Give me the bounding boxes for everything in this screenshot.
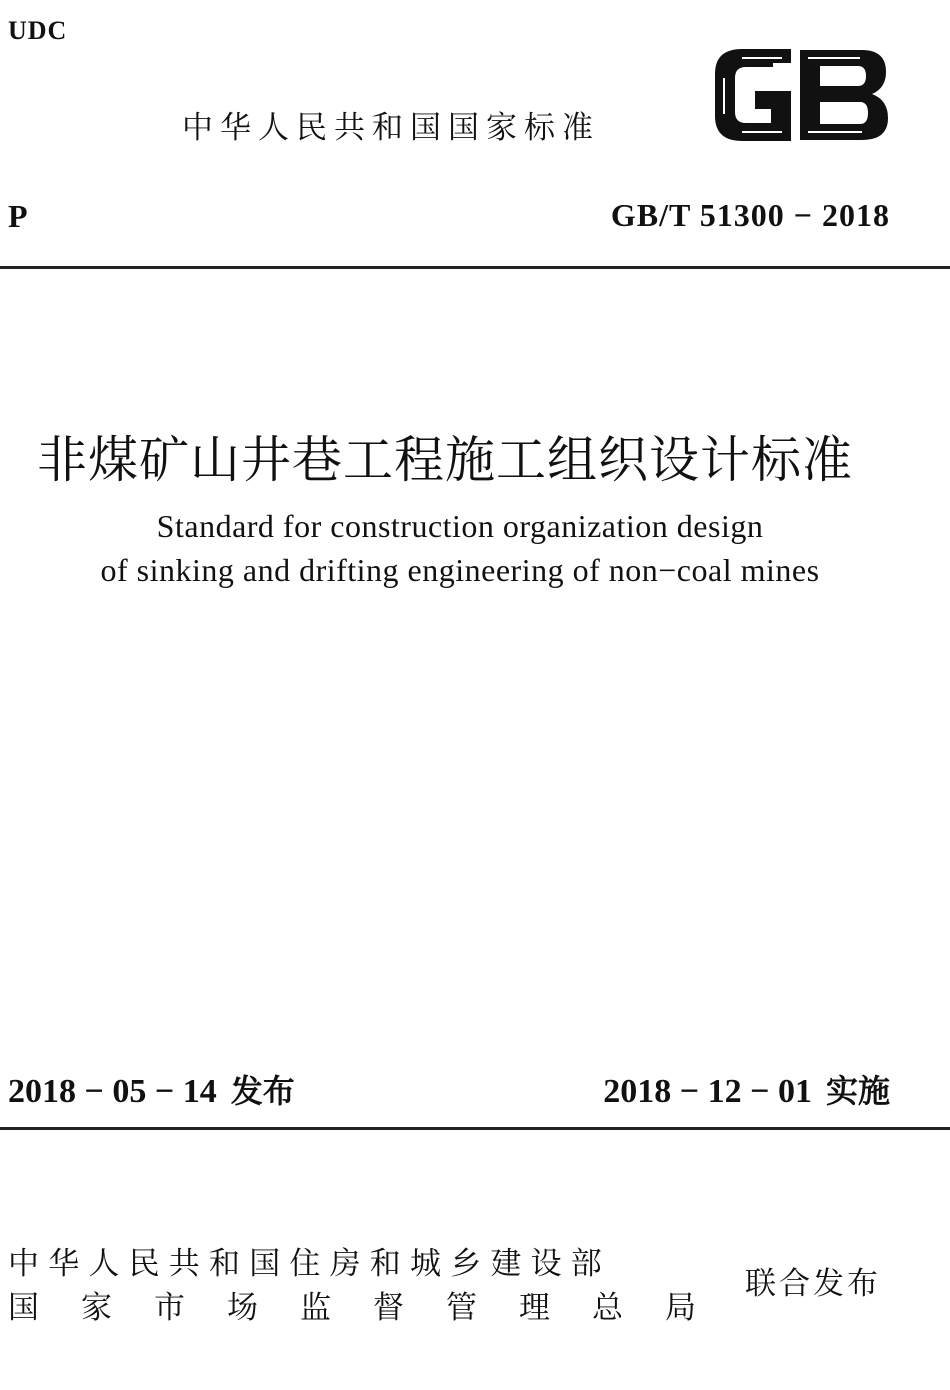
title-chinese: 非煤矿山井巷工程施工组织设计标准 (37, 431, 853, 489)
top-divider (0, 266, 950, 269)
implementation-date: 2018 − 12 − 01 (603, 1073, 812, 1110)
bottom-divider (0, 1127, 950, 1130)
joint-publication-label: 联合发布 (745, 1266, 881, 1302)
issue-label: 发布 (230, 1072, 295, 1110)
implementation-date-block (603, 1066, 890, 1112)
publisher-line1: 中华人民共和国住房和城乡建设部 (8, 1246, 611, 1282)
implementation-label: 实施 (825, 1072, 890, 1110)
publisher-line2: 国家市场监督管理总局 (8, 1290, 738, 1326)
standard-number: GB/T 51300 − 2018 (610, 197, 890, 233)
udc-label: UDC (8, 16, 68, 45)
gb-logo (712, 48, 890, 142)
category-code: P (8, 198, 28, 234)
national-standard-label: 中华人民共和国国家标准 (182, 110, 600, 146)
issue-date-block (8, 1066, 295, 1112)
title-english-line2: of sinking and drifting engineering of non−coal mines (100, 552, 820, 588)
issue-date: 2018 − 05 − 14 (8, 1073, 217, 1110)
title-english-line1: Standard for construction organization design (156, 508, 764, 544)
